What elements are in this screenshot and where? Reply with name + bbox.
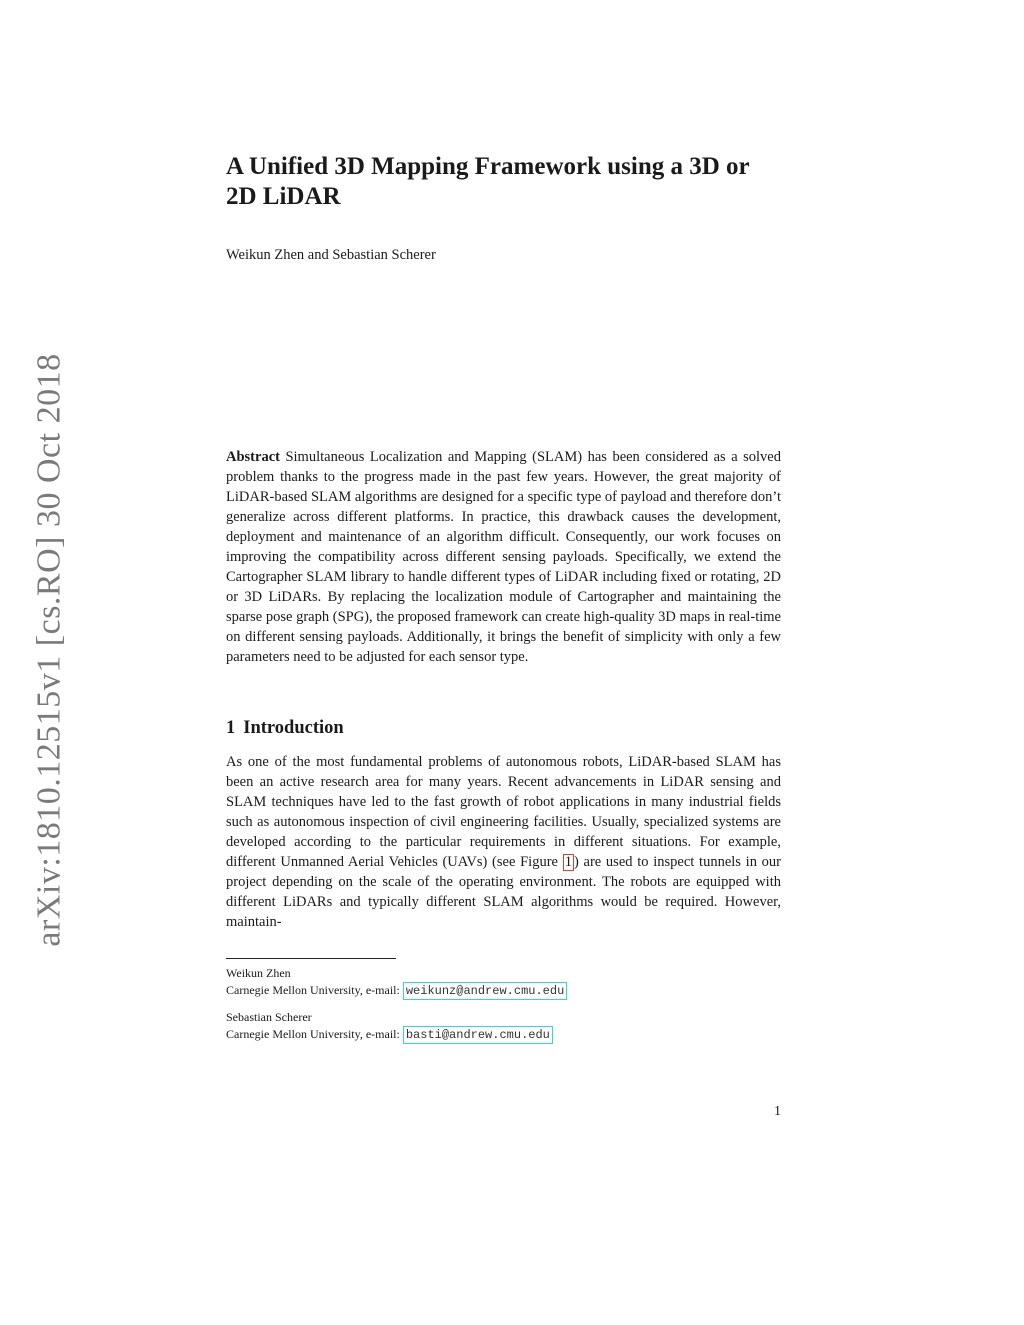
section-title: Introduction — [243, 718, 344, 738]
footnote-author-name: Sebastian Scherer — [226, 1010, 312, 1024]
section-number: 1 — [226, 718, 236, 738]
email-link[interactable]: weikunz@andrew.cmu.edu — [403, 982, 567, 1000]
email-link[interactable]: basti@andrew.cmu.edu — [403, 1026, 553, 1044]
introduction-text-part-2: ) are used to inspect tunnels in our project depending on the scale of the operating environment. The robots are equipped with different LiDARs and typically different SLAM algorithms would be required. However, maintain- — [226, 854, 781, 930]
page-number: 1 — [774, 1104, 781, 1119]
introduction-text-part-1: As one of the most fundamental problems of autonomous robots, LiDAR-based SLAM has been an active research area for many years. Recent advancements in LiDAR sensing and SLAM techniques have led to the fast growth of robot applications in many industrial fields such as autonomous inspection of civil engineering facilities. Usually, specialized systems are developed according to the particular requirements in different situations. For example, different Unmanned Aerial Vehicles (UAVs) (see Figure — [226, 754, 781, 870]
footnote-divider — [226, 958, 396, 959]
abstract-body: Simultaneous Localization and Mapping (SLAM) has been considered as a solved problem thanks to the progress made in the past few years. However, the great majority of LiDAR-based SLAM algorithms are designed for a specific type of payload and therefore don’t generalize across different platforms. In practice, this drawback causes the development, deployment and maintenance of an algorithm difficult. Consequently, our work focuses on improving the compatibility across different sensing payloads. Specifically, we extend the Cartographer SLAM library to handle different types of LiDAR including fixed or rotating, 2D or 3D LiDARs. By replacing the localization module of Cartographer and maintaining the sparse pose graph (SPG), the proposed framework can create high-quality 3D maps in real-time on different sensing payloads. Additionally, it brings the benefit of simplicity with only a few parameters need to be adjusted for each sensor type. — [226, 449, 781, 665]
arxiv-identifier-text: arXiv:1810.12515v1 [cs.RO] 30 Oct 2018 — [31, 353, 68, 947]
paper-title: A Unified 3D Mapping Framework using a 3D or 2D LiDAR — [226, 153, 750, 210]
paper-authors: Weikun Zhen and Sebastian Scherer — [226, 247, 436, 263]
footnote-author-2 — [226, 1009, 781, 1044]
arxiv-identifier-stamp — [20, 353, 80, 947]
abstract-label: Abstract — [226, 449, 280, 465]
footnote-affiliation-text: Carnegie Mellon University, e-mail: — [226, 983, 403, 997]
section-heading-introduction — [226, 716, 781, 740]
page-content — [226, 152, 781, 1044]
footnote-author-name: Weikun Zhen — [226, 966, 291, 980]
footnote-author-affiliation — [226, 982, 781, 1000]
footnote-author-1 — [226, 965, 781, 1000]
footnote-affiliation-text: Carnegie Mellon University, e-mail: — [226, 1027, 403, 1041]
introduction-paragraph — [226, 752, 781, 932]
figure-reference-link[interactable]: 1 — [564, 854, 572, 870]
footnote-author-affiliation — [226, 1026, 781, 1044]
abstract — [226, 447, 781, 667]
